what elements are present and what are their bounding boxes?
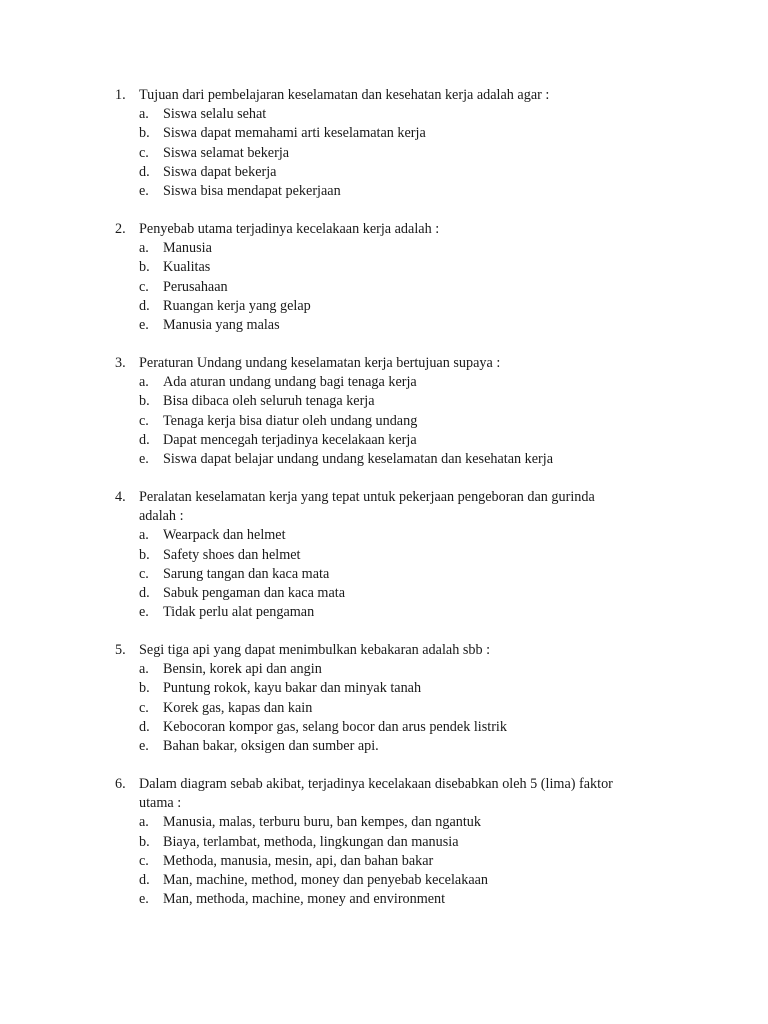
option-text: Ruangan kerja yang gelap: [163, 297, 311, 314]
option-text: Kebocoran kompor gas, selang bocor dan arus pendek listrik: [163, 718, 507, 735]
option-text: Manusia yang malas: [163, 317, 280, 333]
option-letter: c.: [139, 852, 149, 869]
option-text: Dapat mencegah terjadinya kecelakaan kerja: [163, 431, 417, 448]
option-text: Siswa dapat memahami arti keselamatan kerja: [163, 125, 426, 142]
option-text: Sarung tangan dan kaca mata: [163, 565, 330, 582]
option-text: Siswa dapat belajar undang undang keselamatan dan kesehatan kerja: [163, 451, 554, 467]
option-letter: e.: [139, 317, 149, 333]
option-letter: d.: [139, 163, 150, 180]
option-letter: b.: [139, 546, 150, 563]
option-letter: c.: [139, 278, 149, 295]
option-text: Puntung rokok, kayu bakar dan minyak tanah: [163, 680, 422, 697]
option-letter: b.: [139, 680, 150, 697]
option-letter: d.: [139, 872, 150, 888]
option-text: Bisa dibaca oleh seluruh tenaga kerja: [163, 393, 375, 410]
question-text: Peralatan keselamatan kerja yang tepat untuk pekerjaan pengeboran dan gurinda: [139, 489, 595, 505]
question-number: 2.: [115, 221, 126, 237]
option-text: Man, machine, method, money dan penyebab kecelakaan: [163, 872, 489, 888]
option-text: Methoda, manusia, mesin, api, dan bahan bakar: [163, 852, 434, 869]
option-text: Wearpack dan helmet: [163, 527, 286, 544]
option-text: Siswa dapat bekerja: [163, 163, 277, 180]
option-letter: b.: [139, 393, 150, 410]
option-text: Tenaga kerja bisa diatur oleh undang undang: [163, 412, 418, 429]
option-text: Manusia, malas, terburu buru, ban kempes, dan ngantuk: [163, 814, 481, 831]
option-text: Siswa bisa mendapat pekerjaan: [163, 183, 341, 199]
question-text-continued: utama :: [139, 795, 182, 812]
option-text: Sabuk pengaman dan kaca mata: [163, 585, 345, 601]
option-text: Bensin, korek api dan angin: [163, 661, 322, 678]
question-text-continued: adalah :: [139, 508, 184, 525]
option-letter: b.: [139, 259, 150, 276]
option-letter: a.: [139, 240, 149, 257]
option-letter: a.: [139, 106, 149, 123]
option-text: Korek gas, kapas dan kain: [163, 699, 313, 716]
option-letter: b.: [139, 125, 150, 142]
option-letter: e.: [139, 604, 149, 621]
option-letter: e.: [139, 183, 149, 199]
option-letter: d.: [139, 297, 150, 314]
question-text: Penyebab utama terjadinya kecelakaan kerja adalah :: [139, 221, 440, 237]
question-number: 4.: [115, 489, 126, 505]
option-text: Ada aturan undang undang bagi tenaga kerja: [163, 374, 417, 391]
option-letter: c.: [139, 565, 149, 582]
option-letter: a.: [139, 661, 149, 678]
option-letter: d.: [139, 585, 150, 601]
option-text: Manusia: [163, 240, 212, 257]
option-text: Bahan bakar, oksigen dan sumber api.: [163, 738, 379, 754]
option-text: Kualitas: [163, 259, 211, 276]
option-text: Siswa selamat bekerja: [163, 144, 290, 161]
option-letter: c.: [139, 412, 149, 429]
option-letter: d.: [139, 431, 150, 448]
option-text: Biaya, terlambat, methoda, lingkungan dan manusia: [163, 833, 459, 850]
option-letter: e.: [139, 451, 149, 467]
option-letter: b.: [139, 833, 150, 850]
question-text: Peraturan Undang undang keselamatan kerja bertujuan supaya :: [139, 355, 501, 371]
question-text: Tujuan dari pembelajaran keselamatan dan kesehatan kerja adalah agar :: [139, 87, 550, 103]
option-letter: a.: [139, 814, 149, 831]
option-text: Safety shoes dan helmet: [163, 546, 301, 563]
option-letter: c.: [139, 144, 149, 161]
question-number: 6.: [115, 776, 126, 792]
option-text: Tidak perlu alat pengaman: [163, 604, 315, 621]
question-number: 1.: [115, 87, 126, 103]
question-number: 5.: [115, 642, 126, 658]
option-letter: e.: [139, 891, 149, 908]
option-letter: a.: [139, 374, 149, 391]
option-letter: c.: [139, 699, 149, 716]
option-text: Man, methoda, machine, money and environment: [163, 891, 446, 908]
option-letter: e.: [139, 738, 149, 754]
question-text: Dalam diagram sebab akibat, terjadinya kecelakaan disebabkan oleh 5 (lima) faktor: [139, 776, 613, 792]
option-text: Perusahaan: [163, 278, 228, 295]
option-letter: d.: [139, 718, 150, 735]
question-number: 3.: [115, 355, 126, 371]
option-text: Siswa selalu sehat: [163, 106, 267, 123]
option-letter: a.: [139, 527, 149, 544]
question-text: Segi tiga api yang dapat menimbulkan kebakaran adalah sbb :: [139, 642, 491, 658]
